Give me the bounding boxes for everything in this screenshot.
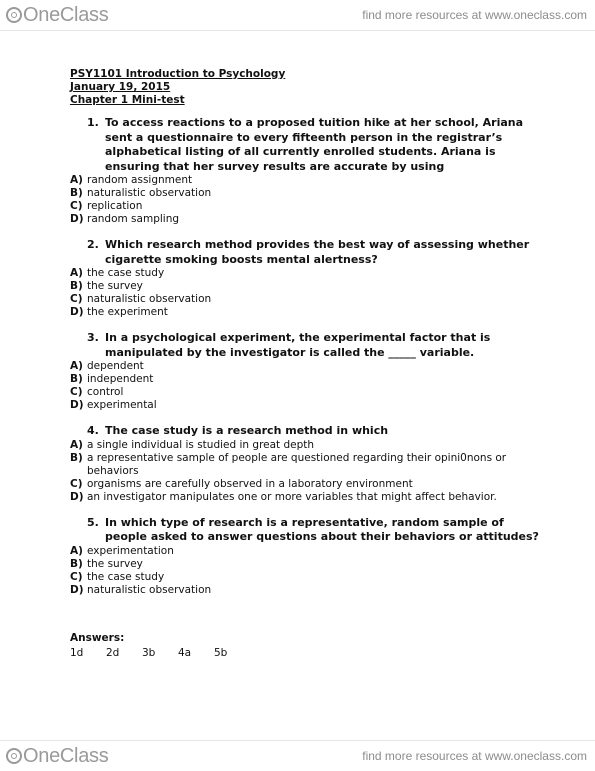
answer-option: [70, 399, 540, 412]
option-letter: C): [70, 570, 83, 583]
question-text: The case study is a research method in which: [105, 424, 389, 437]
option-letter: C): [70, 200, 83, 212]
option-text: experimentation: [87, 544, 174, 557]
option-letter: C): [70, 386, 83, 398]
answer-option: [70, 584, 540, 597]
question-stem: [70, 516, 540, 545]
option-text: naturalistic observation: [87, 583, 212, 596]
answer-option: [70, 558, 540, 571]
option-text: control: [87, 386, 124, 398]
option-letter: C): [70, 477, 83, 490]
question-number: 3.: [87, 331, 99, 344]
option-letter: A): [70, 267, 83, 279]
question-stem: [70, 238, 540, 267]
option-text: random sampling: [87, 213, 180, 225]
question-stem: [70, 331, 540, 360]
answer-option: [70, 280, 540, 293]
answer-item: 1d: [70, 647, 84, 659]
question-text: To access reactions to a proposed tuition hike at her school, Ariana sent a questionnaire to every fifteenth person in the registrar’s alphabetical listing of all currently enrolled students. Ariana is ensuring that her survey results are accurate by using: [105, 116, 524, 173]
question-list: [70, 116, 540, 597]
option-text: an investigator manipulates one or more variables that might affect behavior.: [87, 490, 497, 503]
option-letter: B): [70, 373, 83, 385]
option-text: random assignment: [87, 174, 193, 186]
option-text: the case study: [87, 570, 165, 583]
answer-option: [70, 373, 540, 386]
option-letter: A): [70, 174, 83, 186]
question-text: Which research method provides the best way of assessing whether cigarette smoking boosts mental alertness?: [105, 238, 530, 266]
option-text: the experiment: [87, 306, 168, 318]
answer-option: [70, 293, 540, 306]
oneclass-logo-footer[interactable]: [6, 745, 108, 767]
question-item: [70, 331, 540, 412]
answer-option: [70, 452, 540, 478]
question-stem: [70, 424, 540, 439]
resources-link-footer[interactable]: find more resources at www.oneclass.com: [362, 749, 587, 763]
option-letter: A): [70, 360, 83, 372]
oneclass-logo-icon: [6, 7, 22, 23]
question-item: [70, 116, 540, 226]
answer-item: 5b: [214, 647, 228, 659]
answer-option: [70, 174, 540, 187]
option-letter: D): [70, 583, 84, 596]
option-letter: A): [70, 438, 83, 451]
option-text: replication: [87, 200, 143, 212]
question-item: [70, 424, 540, 504]
answer-option: [70, 360, 540, 373]
option-text: naturalistic observation: [87, 187, 212, 199]
option-letter: B): [70, 280, 83, 292]
option-text: naturalistic observation: [87, 293, 212, 305]
answer-option: [70, 571, 540, 584]
answers-row: [70, 647, 250, 659]
option-letter: C): [70, 293, 83, 305]
course-title: PSY1101 Introduction to Psychology: [70, 68, 286, 80]
option-letter: A): [70, 544, 83, 557]
question-number: 1.: [87, 116, 99, 129]
option-letter: D): [70, 399, 84, 411]
answer-option: [70, 187, 540, 200]
logo-text: OneClass: [23, 744, 109, 767]
resources-link[interactable]: find more resources at www.oneclass.com: [362, 8, 587, 22]
answer-option: [70, 545, 540, 558]
oneclass-logo[interactable]: [6, 4, 108, 26]
top-banner: [0, 0, 595, 31]
answer-option: [70, 213, 540, 226]
question-number: 4.: [87, 424, 99, 437]
option-text: the survey: [87, 280, 143, 292]
bottom-banner: [0, 740, 595, 771]
document-title: Chapter 1 Mini-test: [70, 94, 185, 106]
answer-item: 3b: [142, 647, 156, 659]
question-text: In which type of research is a representative, random sample of people asked to answer questions about their behaviors or attitudes?: [105, 515, 539, 543]
option-text: dependent: [87, 360, 144, 372]
answer-option: [70, 267, 540, 280]
option-text: the case study: [87, 267, 165, 279]
answer-option: [70, 200, 540, 213]
question-number: 2.: [87, 238, 99, 251]
option-text: independent: [87, 373, 154, 385]
answer-item: 2d: [106, 647, 120, 659]
answer-option: [70, 386, 540, 399]
answer-key: [70, 632, 250, 659]
logo-text: OneClass: [23, 3, 109, 26]
option-text: a single individual is studied in great depth: [87, 438, 315, 451]
question-item: [70, 238, 540, 319]
option-letter: B): [70, 187, 83, 199]
option-text: the survey: [87, 557, 143, 570]
option-letter: D): [70, 213, 84, 225]
option-letter: B): [70, 451, 83, 464]
question-text: In a psychological experiment, the experimental factor that is manipulated by the investigator is called the _____ variable.: [105, 331, 491, 359]
option-letter: D): [70, 306, 84, 318]
oneclass-logo-icon: [6, 748, 22, 764]
document-date: January 19, 2015: [70, 81, 171, 93]
answer-option: [70, 491, 540, 504]
option-text: experimental: [87, 399, 157, 411]
answer-option: [70, 306, 540, 319]
option-text: organisms are carefully observed in a laboratory environment: [87, 477, 413, 490]
question-number: 5.: [87, 515, 99, 529]
option-letter: B): [70, 557, 83, 570]
answer-option: [70, 478, 540, 491]
document-body: [70, 68, 540, 609]
answers-heading: Answers:: [70, 632, 125, 644]
answer-option: [70, 439, 540, 452]
option-letter: D): [70, 490, 84, 503]
option-text: a representative sample of people are questioned regarding their opini0nons or behaviors: [87, 451, 507, 477]
question-stem: [70, 116, 540, 174]
question-item: [70, 516, 540, 597]
answer-item: 4a: [178, 647, 192, 659]
